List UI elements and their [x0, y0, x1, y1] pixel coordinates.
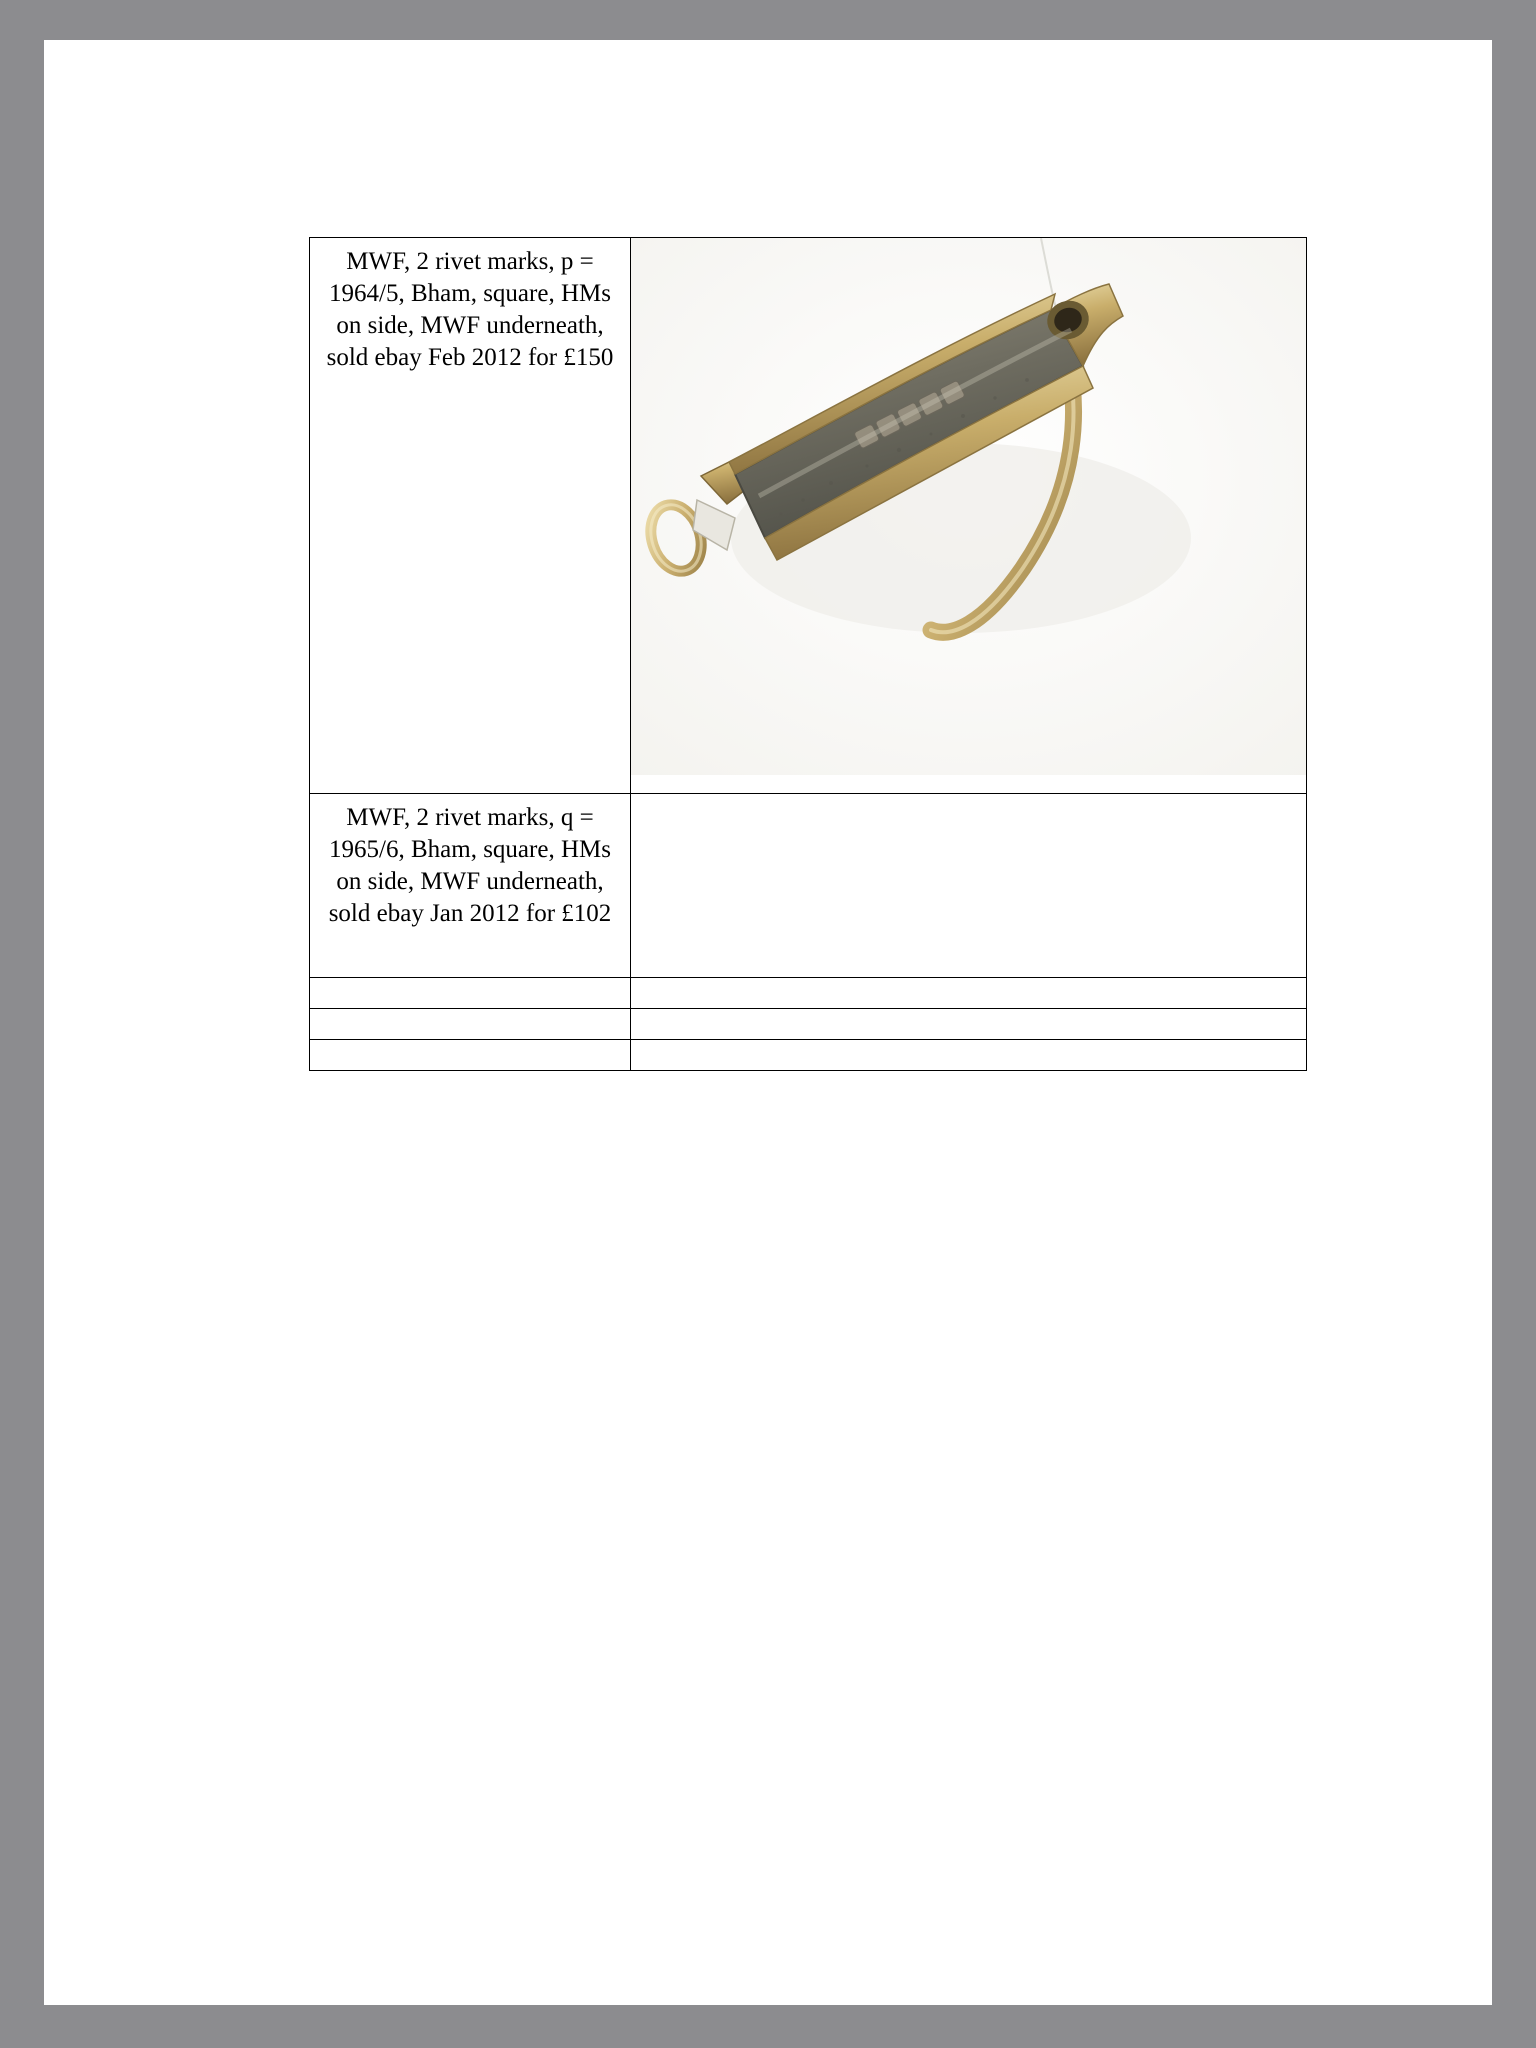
items-table: [309, 237, 1307, 1071]
cufflink-illustration: [631, 238, 1306, 775]
description-cell: [310, 978, 631, 1009]
table-row: [310, 794, 1307, 978]
description-cell: [310, 238, 631, 794]
item-description: [310, 978, 630, 996]
image-cell: [631, 238, 1307, 794]
table-row: [310, 1009, 1307, 1040]
item-description: MWF, 2 rivet marks, q = 1965/6, Bham, square, HMs on side, MWF underneath, sold ebay Jan 2012 for £102: [328, 804, 612, 927]
image-cell: [631, 978, 1307, 1009]
description-cell: [310, 794, 631, 978]
image-cell: [631, 794, 1307, 978]
table-row: [310, 238, 1307, 794]
cufflink-photo: [631, 238, 1306, 775]
table-row: [310, 978, 1307, 1009]
item-description: [310, 1040, 630, 1058]
image-cell: [631, 1040, 1307, 1071]
description-cell: [310, 1040, 631, 1071]
document-page: [44, 40, 1492, 2005]
item-description: MWF, 2 rivet marks, p = 1964/5, Bham, square, HMs on side, MWF underneath, sold ebay Feb 2012 for £150: [326, 248, 614, 371]
description-cell: [310, 1009, 631, 1040]
image-cell: [631, 1009, 1307, 1040]
table-row: [310, 1040, 1307, 1071]
item-description: [310, 1009, 630, 1027]
